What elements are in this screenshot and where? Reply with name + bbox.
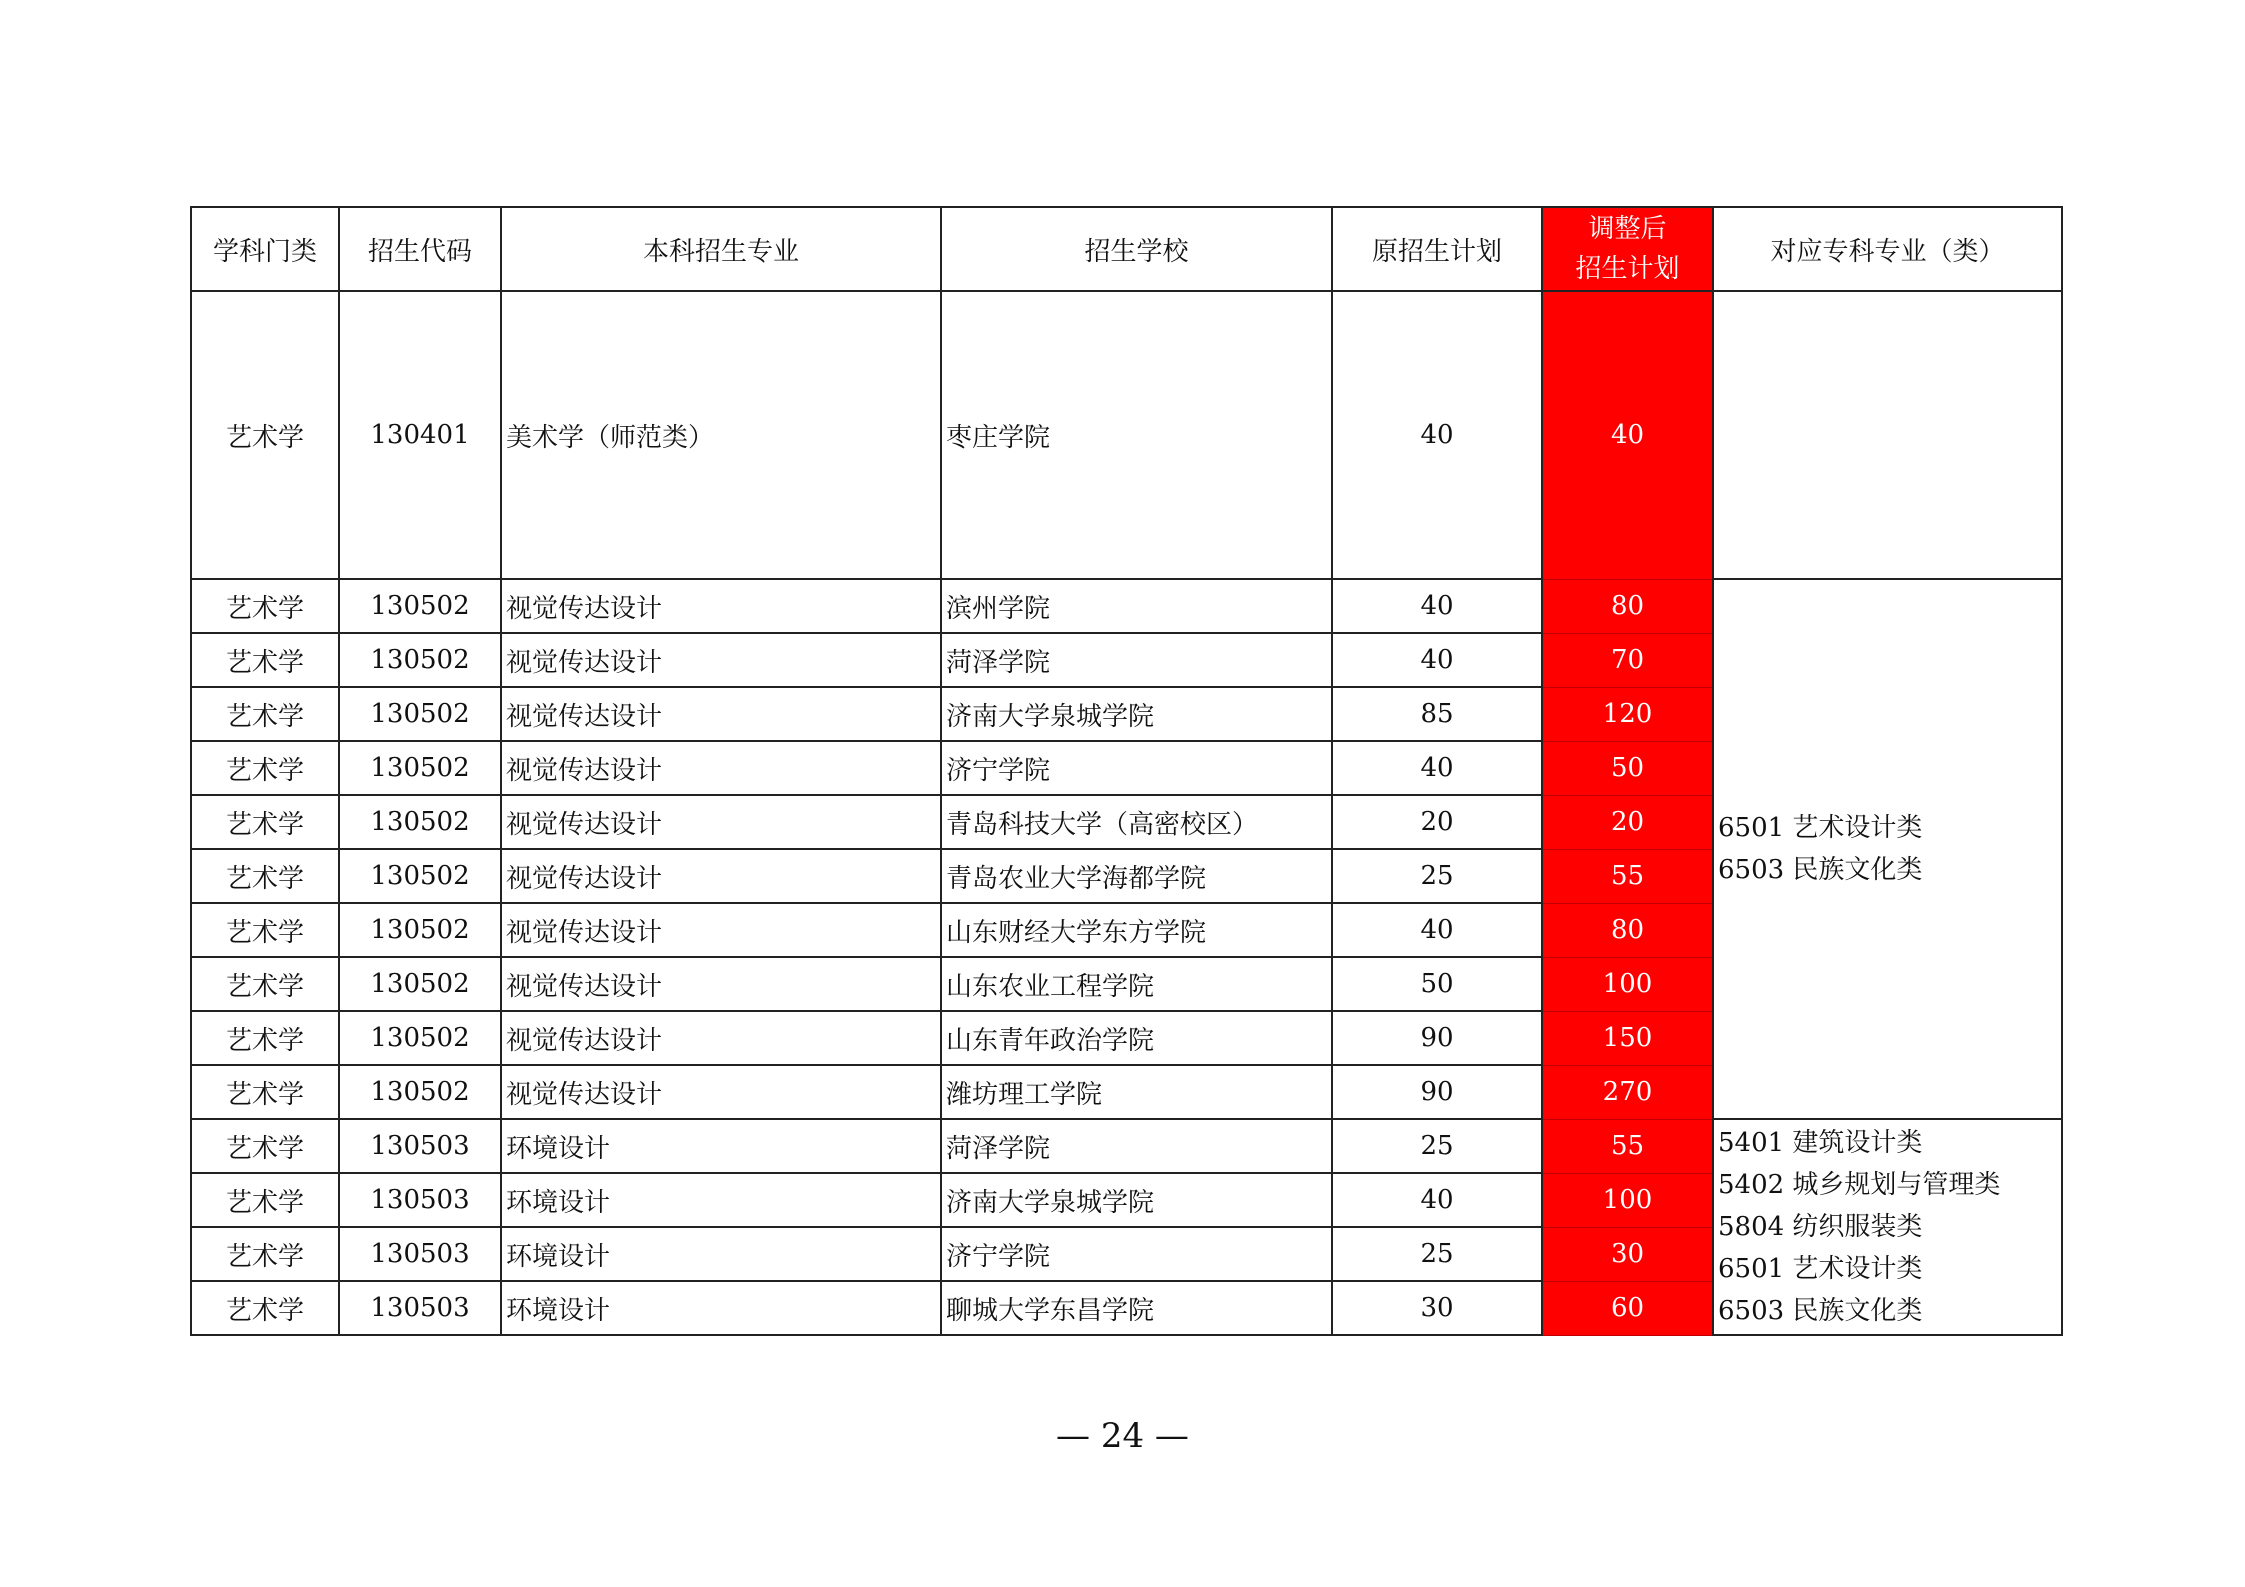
cell-original-plan: 40 <box>1332 1173 1542 1227</box>
cell-major: 视觉传达设计 <box>501 849 941 903</box>
cell-major: 视觉传达设计 <box>501 957 941 1011</box>
cell-original-plan: 40 <box>1332 903 1542 957</box>
cell-adjusted-plan: 55 <box>1542 1119 1713 1173</box>
cell-original-plan: 30 <box>1332 1281 1542 1335</box>
cell-adjusted-plan: 20 <box>1542 795 1713 849</box>
cell-major: 视觉传达设计 <box>501 741 941 795</box>
header-code: 招生代码 <box>339 207 501 291</box>
cell-school: 山东青年政治学院 <box>941 1011 1332 1065</box>
cell-corresponding-group-3 <box>1713 1119 2062 1335</box>
cell-major: 环境设计 <box>501 1227 941 1281</box>
cell-adjusted-plan: 50 <box>1542 741 1713 795</box>
cell-code: 130502 <box>339 687 501 741</box>
corresponding-item: 6503 民族文化类 <box>1718 1296 1923 1326</box>
cell-school: 青岛科技大学（高密校区） <box>941 795 1332 849</box>
cell-original-plan: 40 <box>1332 741 1542 795</box>
cell-major: 视觉传达设计 <box>501 1011 941 1065</box>
header-adjusted-plan-line1: 调整后 <box>1588 214 1667 244</box>
table-header-row <box>191 207 2062 291</box>
corresponding-item: 5402 城乡规划与管理类 <box>1718 1170 2001 1200</box>
cell-category: 艺术学 <box>191 849 339 903</box>
cell-original-plan: 40 <box>1332 633 1542 687</box>
cell-adjusted-plan: 270 <box>1542 1065 1713 1119</box>
cell-code: 130502 <box>339 1011 501 1065</box>
cell-code: 130503 <box>339 1173 501 1227</box>
cell-code: 130502 <box>339 957 501 1011</box>
header-original-plan: 原招生计划 <box>1332 207 1542 291</box>
header-corresponding: 对应专科专业（类） <box>1713 207 2062 291</box>
cell-school: 菏泽学院 <box>941 1119 1332 1173</box>
cell-code: 130503 <box>339 1227 501 1281</box>
cell-code: 130502 <box>339 849 501 903</box>
header-major: 本科招生专业 <box>501 207 941 291</box>
cell-school: 山东财经大学东方学院 <box>941 903 1332 957</box>
cell-category: 艺术学 <box>191 687 339 741</box>
enrollment-plan-table-wrapper <box>190 206 2063 1336</box>
cell-school: 济宁学院 <box>941 741 1332 795</box>
cell-school: 潍坊理工学院 <box>941 1065 1332 1119</box>
cell-school: 菏泽学院 <box>941 633 1332 687</box>
cell-original-plan: 90 <box>1332 1011 1542 1065</box>
cell-major: 环境设计 <box>501 1119 941 1173</box>
cell-major: 视觉传达设计 <box>501 1065 941 1119</box>
header-adjusted-plan-line2: 招生计划 <box>1575 254 1680 284</box>
corresponding-item: 6501 艺术设计类 <box>1718 813 1923 843</box>
cell-original-plan: 40 <box>1332 579 1542 633</box>
header-adjusted-plan <box>1542 207 1713 291</box>
cell-code: 130503 <box>339 1281 501 1335</box>
table-row <box>191 291 2062 579</box>
cell-adjusted-plan: 80 <box>1542 903 1713 957</box>
cell-school: 聊城大学东昌学院 <box>941 1281 1332 1335</box>
cell-adjusted-plan: 120 <box>1542 687 1713 741</box>
cell-code: 130502 <box>339 633 501 687</box>
cell-original-plan: 20 <box>1332 795 1542 849</box>
cell-adjusted-plan: 55 <box>1542 849 1713 903</box>
cell-school: 滨州学院 <box>941 579 1332 633</box>
cell-school: 济宁学院 <box>941 1227 1332 1281</box>
cell-adjusted-plan: 100 <box>1542 1173 1713 1227</box>
cell-code: 130502 <box>339 795 501 849</box>
corresponding-item: 5804 纺织服装类 <box>1718 1212 1923 1242</box>
enrollment-plan-table <box>190 206 2063 1336</box>
cell-school: 济南大学泉城学院 <box>941 687 1332 741</box>
cell-category: 艺术学 <box>191 741 339 795</box>
cell-category: 艺术学 <box>191 1065 339 1119</box>
corresponding-item: 5401 建筑设计类 <box>1718 1128 1923 1158</box>
corresponding-item: 6503 民族文化类 <box>1718 855 1923 885</box>
cell-category: 艺术学 <box>191 957 339 1011</box>
cell-code: 130502 <box>339 1065 501 1119</box>
cell-school: 山东农业工程学院 <box>941 957 1332 1011</box>
cell-code: 130502 <box>339 741 501 795</box>
cell-original-plan: 25 <box>1332 1227 1542 1281</box>
cell-major: 视觉传达设计 <box>501 795 941 849</box>
cell-school: 枣庄学院 <box>941 291 1332 579</box>
cell-adjusted-plan: 150 <box>1542 1011 1713 1065</box>
cell-category: 艺术学 <box>191 1281 339 1335</box>
cell-major: 视觉传达设计 <box>501 579 941 633</box>
cell-code: 130401 <box>339 291 501 579</box>
cell-code: 130502 <box>339 579 501 633</box>
cell-category: 艺术学 <box>191 1173 339 1227</box>
cell-original-plan: 40 <box>1332 291 1542 579</box>
cell-original-plan: 25 <box>1332 849 1542 903</box>
cell-major: 美术学（师范类） <box>501 291 941 579</box>
cell-major: 视觉传达设计 <box>501 687 941 741</box>
cell-category: 艺术学 <box>191 579 339 633</box>
cell-adjusted-plan: 30 <box>1542 1227 1713 1281</box>
cell-category: 艺术学 <box>191 903 339 957</box>
cell-original-plan: 85 <box>1332 687 1542 741</box>
cell-school: 青岛农业大学海都学院 <box>941 849 1332 903</box>
header-category: 学科门类 <box>191 207 339 291</box>
cell-adjusted-plan: 100 <box>1542 957 1713 1011</box>
cell-adjusted-plan: 80 <box>1542 579 1713 633</box>
corresponding-item: 6501 艺术设计类 <box>1718 1254 1923 1284</box>
cell-category: 艺术学 <box>191 795 339 849</box>
cell-category: 艺术学 <box>191 633 339 687</box>
table-row <box>191 1119 2062 1173</box>
cell-original-plan: 25 <box>1332 1119 1542 1173</box>
table-body <box>191 291 2062 1335</box>
cell-adjusted-plan: 60 <box>1542 1281 1713 1335</box>
cell-major: 视觉传达设计 <box>501 633 941 687</box>
cell-corresponding-group-2 <box>1713 579 2062 1119</box>
cell-category: 艺术学 <box>191 1011 339 1065</box>
cell-corresponding-group-1 <box>1713 291 2062 579</box>
cell-code: 130502 <box>339 903 501 957</box>
cell-category: 艺术学 <box>191 1227 339 1281</box>
table-row <box>191 579 2062 633</box>
cell-major: 环境设计 <box>501 1173 941 1227</box>
cell-category: 艺术学 <box>191 291 339 579</box>
cell-original-plan: 90 <box>1332 1065 1542 1119</box>
cell-category: 艺术学 <box>191 1119 339 1173</box>
cell-major: 视觉传达设计 <box>501 903 941 957</box>
cell-adjusted-plan: 40 <box>1542 291 1713 579</box>
page-number: — 24 — <box>1056 1416 1189 1456</box>
cell-school: 济南大学泉城学院 <box>941 1173 1332 1227</box>
cell-adjusted-plan: 70 <box>1542 633 1713 687</box>
header-school: 招生学校 <box>941 207 1332 291</box>
cell-code: 130503 <box>339 1119 501 1173</box>
cell-major: 环境设计 <box>501 1281 941 1335</box>
cell-original-plan: 50 <box>1332 957 1542 1011</box>
